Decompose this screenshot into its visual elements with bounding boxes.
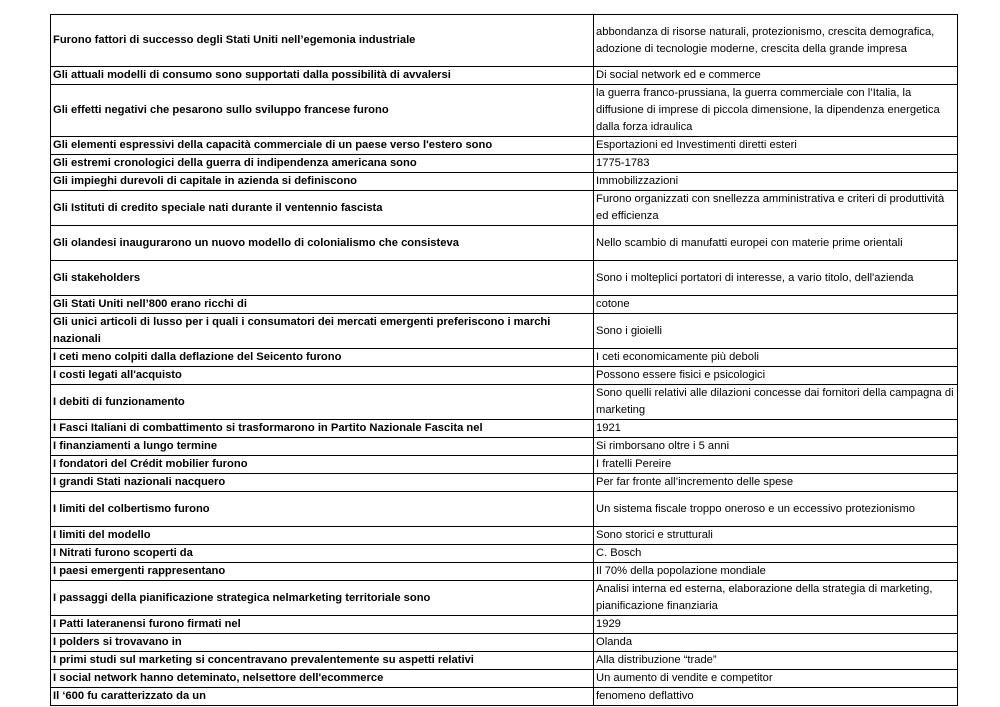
question-cell: I Fasci Italiani di combattimento si trasformarono in Partito Nazionale Fascita nel bbox=[51, 420, 594, 438]
question-cell: Gli stakeholders bbox=[51, 261, 594, 296]
table-row bbox=[51, 670, 958, 688]
table-row bbox=[51, 296, 958, 314]
question-cell: I social network hanno deteminato, nelsettore dell'ecommerce bbox=[51, 670, 594, 688]
table-row bbox=[51, 616, 958, 634]
answer-cell: Un sistema fiscale troppo oneroso e un eccessivo protezionismo bbox=[594, 492, 958, 527]
table-row bbox=[51, 314, 958, 349]
table-row bbox=[51, 652, 958, 670]
answer-cell: Analisi interna ed esterna, elaborazione della strategia di marketing, pianificazione finanziaria bbox=[594, 581, 958, 616]
question-cell: Gli unici articoli di lusso per i quali i consumatori dei mercati emergenti preferiscono i marchi nazionali bbox=[51, 314, 594, 349]
question-cell: I ceti meno colpiti dalla deflazione del Seicento furono bbox=[51, 349, 594, 367]
table-row bbox=[51, 688, 958, 706]
table-row bbox=[51, 474, 958, 492]
answer-cell: Alla distribuzione “trade” bbox=[594, 652, 958, 670]
question-cell: I passaggi della pianificazione strategica nelmarketing territoriale sono bbox=[51, 581, 594, 616]
question-cell: Gli elementi espressivi della capacità commerciale di un paese verso l'estero sono bbox=[51, 137, 594, 155]
table-row bbox=[51, 85, 958, 137]
question-cell: Furono fattori di successo degli Stati Uniti nell’egemonia industriale bbox=[51, 15, 594, 67]
answer-cell: Nello scambio di manufatti europei con materie prime orientali bbox=[594, 226, 958, 261]
question-cell: Gli attuali modelli di consumo sono supportati dalla possibilità di avvalersi bbox=[51, 67, 594, 85]
answer-cell: Per far fronte all’incremento delle spese bbox=[594, 474, 958, 492]
answer-cell: 1921 bbox=[594, 420, 958, 438]
question-cell: I grandi Stati nazionali nacquero bbox=[51, 474, 594, 492]
answer-cell: Di social network ed e commerce bbox=[594, 67, 958, 85]
question-cell: I costi legati all'acquisto bbox=[51, 367, 594, 385]
answer-cell: Sono i gioielli bbox=[594, 314, 958, 349]
table-row bbox=[51, 226, 958, 261]
table-row bbox=[51, 545, 958, 563]
question-cell: Gli olandesi inaugurarono un nuovo modello di colonialismo che consisteva bbox=[51, 226, 594, 261]
table-row bbox=[51, 367, 958, 385]
question-cell: I finanziamenti a lungo termine bbox=[51, 438, 594, 456]
question-cell: Gli Istituti di credito speciale nati durante il ventennio fascista bbox=[51, 191, 594, 226]
answer-cell: I fratelli Pereire bbox=[594, 456, 958, 474]
table-row bbox=[51, 15, 958, 67]
answer-cell: C. Bosch bbox=[594, 545, 958, 563]
question-cell: I paesi emergenti rappresentano bbox=[51, 563, 594, 581]
answer-cell: Sono storici e strutturali bbox=[594, 527, 958, 545]
question-cell: I fondatori del Crédit mobilier furono bbox=[51, 456, 594, 474]
table-row bbox=[51, 492, 958, 527]
table-row bbox=[51, 456, 958, 474]
answer-cell: Un aumento di vendite e competitor bbox=[594, 670, 958, 688]
answer-cell: Sono i molteplici portatori di interesse, a vario titolo, dell'azienda bbox=[594, 261, 958, 296]
table-row bbox=[51, 438, 958, 456]
question-cell: I limiti del modello bbox=[51, 527, 594, 545]
answer-cell: Sono quelli relativi alle dilazioni concesse dai fornitori della campagna di marketing bbox=[594, 385, 958, 420]
answer-cell: la guerra franco-prussiana, la guerra commerciale con l’Italia, la diffusione di imprese di piccola dimensione, la dipendenza energetica dalla forza idraulica bbox=[594, 85, 958, 137]
question-cell: I debiti di funzionamento bbox=[51, 385, 594, 420]
answer-cell: Possono essere fisici e psicologici bbox=[594, 367, 958, 385]
table-row bbox=[51, 634, 958, 652]
answer-cell: abbondanza di risorse naturali, protezionismo, crescita demografica, adozione di tecnologie moderne, crescita della grande impresa bbox=[594, 15, 958, 67]
table-row bbox=[51, 581, 958, 616]
question-cell: Gli Stati Uniti nell’800 erano ricchi di bbox=[51, 296, 594, 314]
qa-table bbox=[50, 14, 958, 706]
table-row bbox=[51, 261, 958, 296]
table-row bbox=[51, 155, 958, 173]
table-row bbox=[51, 173, 958, 191]
question-cell: Gli impieghi durevoli di capitale in azienda si definiscono bbox=[51, 173, 594, 191]
question-cell: I polders si trovavano in bbox=[51, 634, 594, 652]
question-cell: Gli estremi cronologici della guerra di indipendenza americana sono bbox=[51, 155, 594, 173]
answer-cell: Immobilizzazioni bbox=[594, 173, 958, 191]
answer-cell: Furono organizzati con snellezza amministrativa e criteri di produttività ed efficienza bbox=[594, 191, 958, 226]
answer-cell: Si rimborsano oltre i 5 anni bbox=[594, 438, 958, 456]
answer-cell: 1775-1783 bbox=[594, 155, 958, 173]
question-cell: I limiti del colbertismo furono bbox=[51, 492, 594, 527]
table-row bbox=[51, 191, 958, 226]
answer-cell: I ceti economicamente più deboli bbox=[594, 349, 958, 367]
table-row bbox=[51, 385, 958, 420]
table-row bbox=[51, 420, 958, 438]
question-cell: Il ‘600 fu caratterizzato da un bbox=[51, 688, 594, 706]
question-cell: I primi studi sul marketing si concentravano prevalentemente su aspetti relativi bbox=[51, 652, 594, 670]
answer-cell: Olanda bbox=[594, 634, 958, 652]
table-row bbox=[51, 563, 958, 581]
answer-cell: 1929 bbox=[594, 616, 958, 634]
question-cell: I Patti lateranensi furono firmati nel bbox=[51, 616, 594, 634]
question-cell: I Nitrati furono scoperti da bbox=[51, 545, 594, 563]
table-row bbox=[51, 67, 958, 85]
question-cell: Gli effetti negativi che pesarono sullo sviluppo francese furono bbox=[51, 85, 594, 137]
answer-cell: fenomeno deflattivo bbox=[594, 688, 958, 706]
table-row bbox=[51, 137, 958, 155]
answer-cell: Esportazioni ed Investimenti diretti esteri bbox=[594, 137, 958, 155]
table-row bbox=[51, 527, 958, 545]
answer-cell: Il 70% della popolazione mondiale bbox=[594, 563, 958, 581]
answer-cell: cotone bbox=[594, 296, 958, 314]
table-row bbox=[51, 349, 958, 367]
